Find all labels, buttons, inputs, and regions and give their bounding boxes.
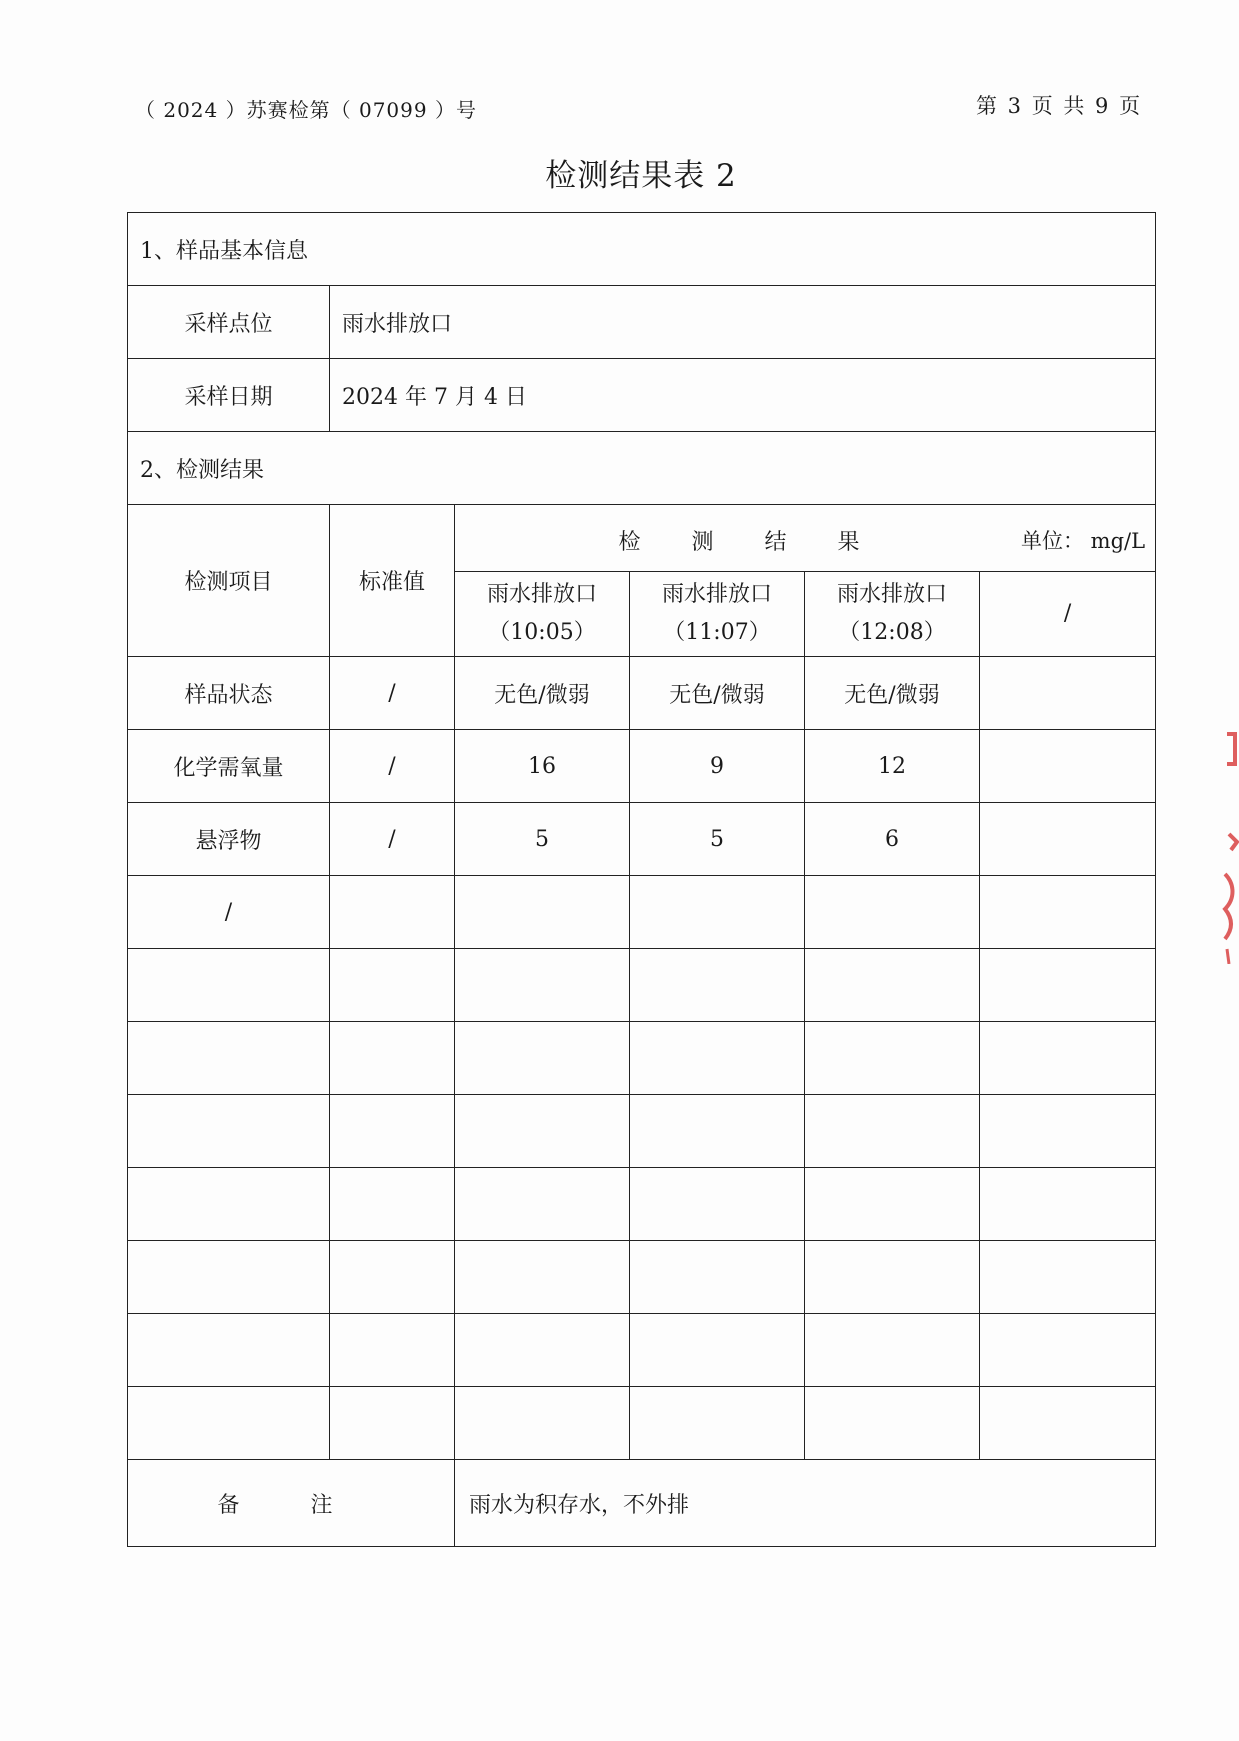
table-row (128, 803, 1156, 876)
sampling-site-label: 采样点位 (128, 286, 330, 359)
point-header (455, 572, 630, 657)
value-cell (805, 1314, 980, 1387)
value-cell (805, 1241, 980, 1314)
value-cell (455, 1168, 630, 1241)
table-row (128, 1022, 1156, 1095)
value-cell (455, 1095, 630, 1168)
value-cell (630, 1241, 805, 1314)
standard-cell (330, 1241, 455, 1314)
standard-cell (330, 1314, 455, 1387)
item-cell (128, 1095, 330, 1168)
value-cell (455, 1241, 630, 1314)
item-cell (128, 1022, 330, 1095)
table-row (128, 1095, 1156, 1168)
item-cell: 化学需氧量 (128, 730, 330, 803)
value-cell (455, 876, 630, 949)
value-cell (980, 1168, 1156, 1241)
table-row (128, 949, 1156, 1022)
value-cell (630, 949, 805, 1022)
point-name: 雨水排放口 (486, 582, 597, 607)
point-header (980, 572, 1156, 657)
item-cell: / (128, 876, 330, 949)
section1-heading: 1、样品基本信息 (128, 213, 1156, 286)
table-row (128, 1314, 1156, 1387)
value-cell (980, 949, 1156, 1022)
value-cell: 无色/微弱 (630, 657, 805, 730)
standard-cell (330, 1095, 455, 1168)
value-cell (980, 1314, 1156, 1387)
value-cell (630, 1168, 805, 1241)
standard-cell: / (330, 803, 455, 876)
item-cell (128, 1387, 330, 1460)
table-row (128, 876, 1156, 949)
standard-cell (330, 1022, 455, 1095)
item-cell (128, 949, 330, 1022)
value-cell: 5 (630, 803, 805, 876)
sampling-date-value: 2024 年 7 月 4 日 (330, 359, 1156, 432)
point-time: （10:05） (488, 620, 596, 645)
item-cell (128, 1314, 330, 1387)
value-cell: 16 (455, 730, 630, 803)
section2-heading: 2、检测结果 (128, 432, 1156, 505)
value-cell (455, 949, 630, 1022)
value-cell (980, 1095, 1156, 1168)
value-cell (980, 1241, 1156, 1314)
value-cell (980, 1022, 1156, 1095)
item-cell (128, 1168, 330, 1241)
col-header-item: 检测项目 (128, 505, 330, 657)
value-cell (980, 730, 1156, 803)
remarks-label: 备 注 (128, 1460, 455, 1547)
page-title: 检测结果表 2 (545, 158, 737, 194)
col-header-standard: 标准值 (330, 505, 455, 657)
value-cell (980, 803, 1156, 876)
value-cell (630, 1314, 805, 1387)
table-row (128, 1387, 1156, 1460)
value-cell (805, 949, 980, 1022)
standard-cell (330, 1168, 455, 1241)
value-cell (630, 1387, 805, 1460)
value-cell: 9 (630, 730, 805, 803)
col-header-results (455, 505, 1156, 572)
table-row (128, 1168, 1156, 1241)
standard-cell (330, 876, 455, 949)
value-cell: 5 (455, 803, 630, 876)
value-cell (980, 876, 1156, 949)
unit-label: 单位： mg/L (1021, 529, 1146, 553)
value-cell (980, 657, 1156, 730)
report-number: （ 2024 ）苏赛检第（ 07099 ）号 (135, 98, 477, 122)
point-name: 雨水排放口 (836, 582, 947, 607)
table-row (128, 657, 1156, 730)
point-header (805, 572, 980, 657)
table-row (128, 730, 1156, 803)
item-cell: 样品状态 (128, 657, 330, 730)
value-cell (630, 876, 805, 949)
table-row (128, 1241, 1156, 1314)
value-cell (805, 876, 980, 949)
value-cell (805, 1387, 980, 1460)
standard-cell (330, 949, 455, 1022)
point-header (630, 572, 805, 657)
item-cell: 悬浮物 (128, 803, 330, 876)
results-heading: 检 测 结 果 (618, 530, 882, 555)
value-cell: 无色/微弱 (805, 657, 980, 730)
value-cell (455, 1314, 630, 1387)
result-rows (128, 657, 1156, 1460)
value-cell (805, 1095, 980, 1168)
sampling-site-value: 雨水排放口 (330, 286, 1156, 359)
value-cell (980, 1387, 1156, 1460)
seal-stamp-fragment (1205, 724, 1239, 964)
value-cell (630, 1095, 805, 1168)
remarks-text: 雨水为积存水，不外排 (455, 1460, 1156, 1547)
standard-cell (330, 1387, 455, 1460)
value-cell (630, 1022, 805, 1095)
value-cell: 12 (805, 730, 980, 803)
point-time: （12:08） (838, 620, 946, 645)
value-cell (455, 1387, 630, 1460)
value-cell (805, 1022, 980, 1095)
value-cell: 6 (805, 803, 980, 876)
value-cell: 无色/微弱 (455, 657, 630, 730)
item-cell (128, 1241, 330, 1314)
value-cell (805, 1168, 980, 1241)
point-time: （11:07） (663, 620, 771, 645)
standard-cell: / (330, 657, 455, 730)
result-table (127, 212, 1156, 1547)
value-cell (455, 1022, 630, 1095)
page-number: 第 3 页 共 9 页 (976, 94, 1143, 118)
standard-cell: / (330, 730, 455, 803)
point-name: / (1063, 601, 1072, 626)
point-name: 雨水排放口 (661, 582, 772, 607)
sampling-date-label: 采样日期 (128, 359, 330, 432)
